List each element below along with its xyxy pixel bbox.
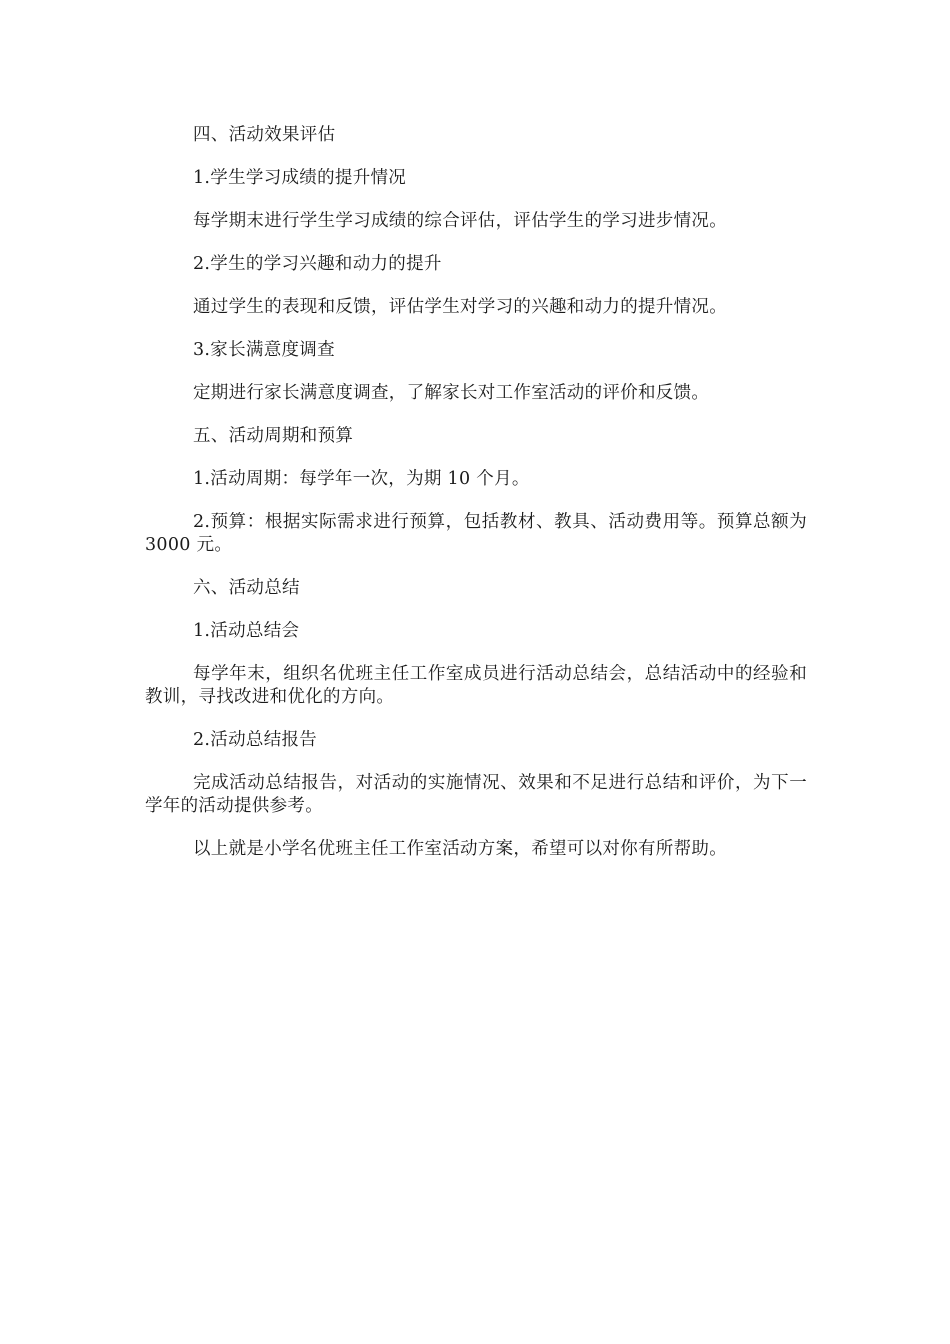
subsection-heading: 1.学生学习成绩的提升情况 [193,168,407,188]
subsection-heading: 3.家长满意度调查 [193,340,335,360]
subsection-heading: 2.活动总结报告 [193,730,318,750]
subsection-heading: 2.学生的学习兴趣和动力的提升 [193,254,442,274]
body-paragraph: 每学年末，组织名优班主任工作室成员进行活动总结会，总结活动中的经验和教训，寻找改进和优化的方向。 [145,664,807,707]
body-paragraph: 定期进行家长满意度调查，了解家长对工作室活动的评价和反馈。 [193,383,710,403]
body-paragraph: 通过学生的表现和反馈，评估学生对学习的兴趣和动力的提升情况。 [193,297,727,317]
closing-paragraph: 以上就是小学名优班主任工作室活动方案，希望可以对你有所帮助。 [193,839,727,859]
body-paragraph: 1.活动周期：每学年一次，为期 10 个月。 [193,469,530,489]
body-paragraph: 2.预算：根据实际需求进行预算，包括教材、教具、活动费用等。预算总额为 3000 元。 [145,512,807,555]
subsection-heading: 1.活动总结会 [193,621,300,641]
section-heading: 六、活动总结 [193,578,300,598]
body-paragraph: 完成活动总结报告，对活动的实施情况、效果和不足进行总结和评价，为下一学年的活动提供参考。 [145,773,807,816]
body-paragraph: 每学期末进行学生学习成绩的综合评估，评估学生的学习进步情况。 [193,211,727,231]
section-heading: 五、活动周期和预算 [193,426,354,446]
section-heading: 四、活动效果评估 [193,125,336,145]
document-body [145,124,807,881]
